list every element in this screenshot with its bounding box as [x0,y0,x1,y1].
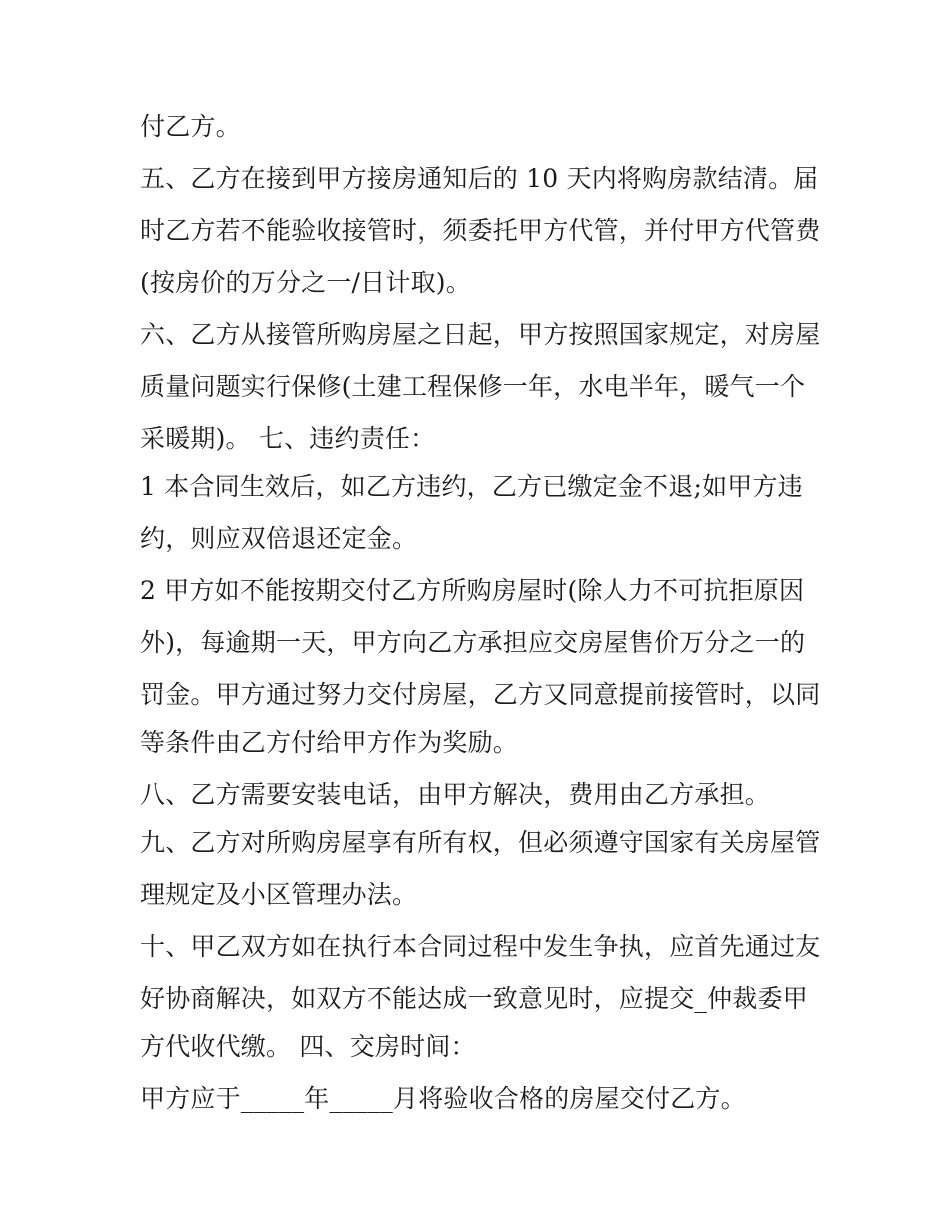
text-line: 时乙方若不能验收接管时，须委托甲方代管，并付甲方代管费 [140,216,821,245]
text-line: 方代收代缴。 四、交房时间： [140,1032,476,1061]
text-line: 1 本合同生效后，如乙方违约，乙方已缴定金不退;如甲方违 [140,472,803,501]
text-line: 甲方应于_____年_____月将验收合格的房屋交付乙方。 [140,1084,746,1113]
text-line: 约，则应双倍退还定金。 [140,524,418,553]
text-line: 外)，每逾期一天，甲方向乙方承担应交房屋售价万分之一的 [140,628,806,657]
text-line: 付乙方。 [140,112,241,141]
text-line: (按房价的万分之一/日计取)。 [140,268,471,297]
text-line: 九、乙方对所购房屋享有所有权，但必须遵守国家有关房屋管 [140,828,821,857]
text-line: 好协商解决，如双方不能达成一致意见时，应提交_仲裁委甲 [140,984,808,1013]
text-line: 质量问题实行保修(土建工程保修一年，水电半年，暖气一个 [140,372,806,401]
text-line: 罚金。甲方通过努力交付房屋，乙方又同意提前接管时，以同 [140,680,821,709]
text-line: 十、甲乙双方如在执行本合同过程中发生争执，应首先通过友 [140,932,821,961]
text-line: 2 甲方如不能按期交付乙方所购房屋时(除人力不可抗拒原因 [140,576,805,605]
text-line: 六、乙方从接管所购房屋之日起，甲方按照国家规定，对房屋 [140,320,821,349]
text-line: 八、乙方需要安装电话，由甲方解决，费用由乙方承担。 [140,780,771,809]
text-line: 等条件由乙方付给甲方作为奖励。 [140,728,519,757]
text-line: 理规定及小区管理办法。 [140,880,418,909]
text-line: 采暖期)。 七、违约责任： [140,424,436,453]
text-line: 五、乙方在接到甲方接房通知后的 10 天内将购房款结清。届 [140,164,819,193]
